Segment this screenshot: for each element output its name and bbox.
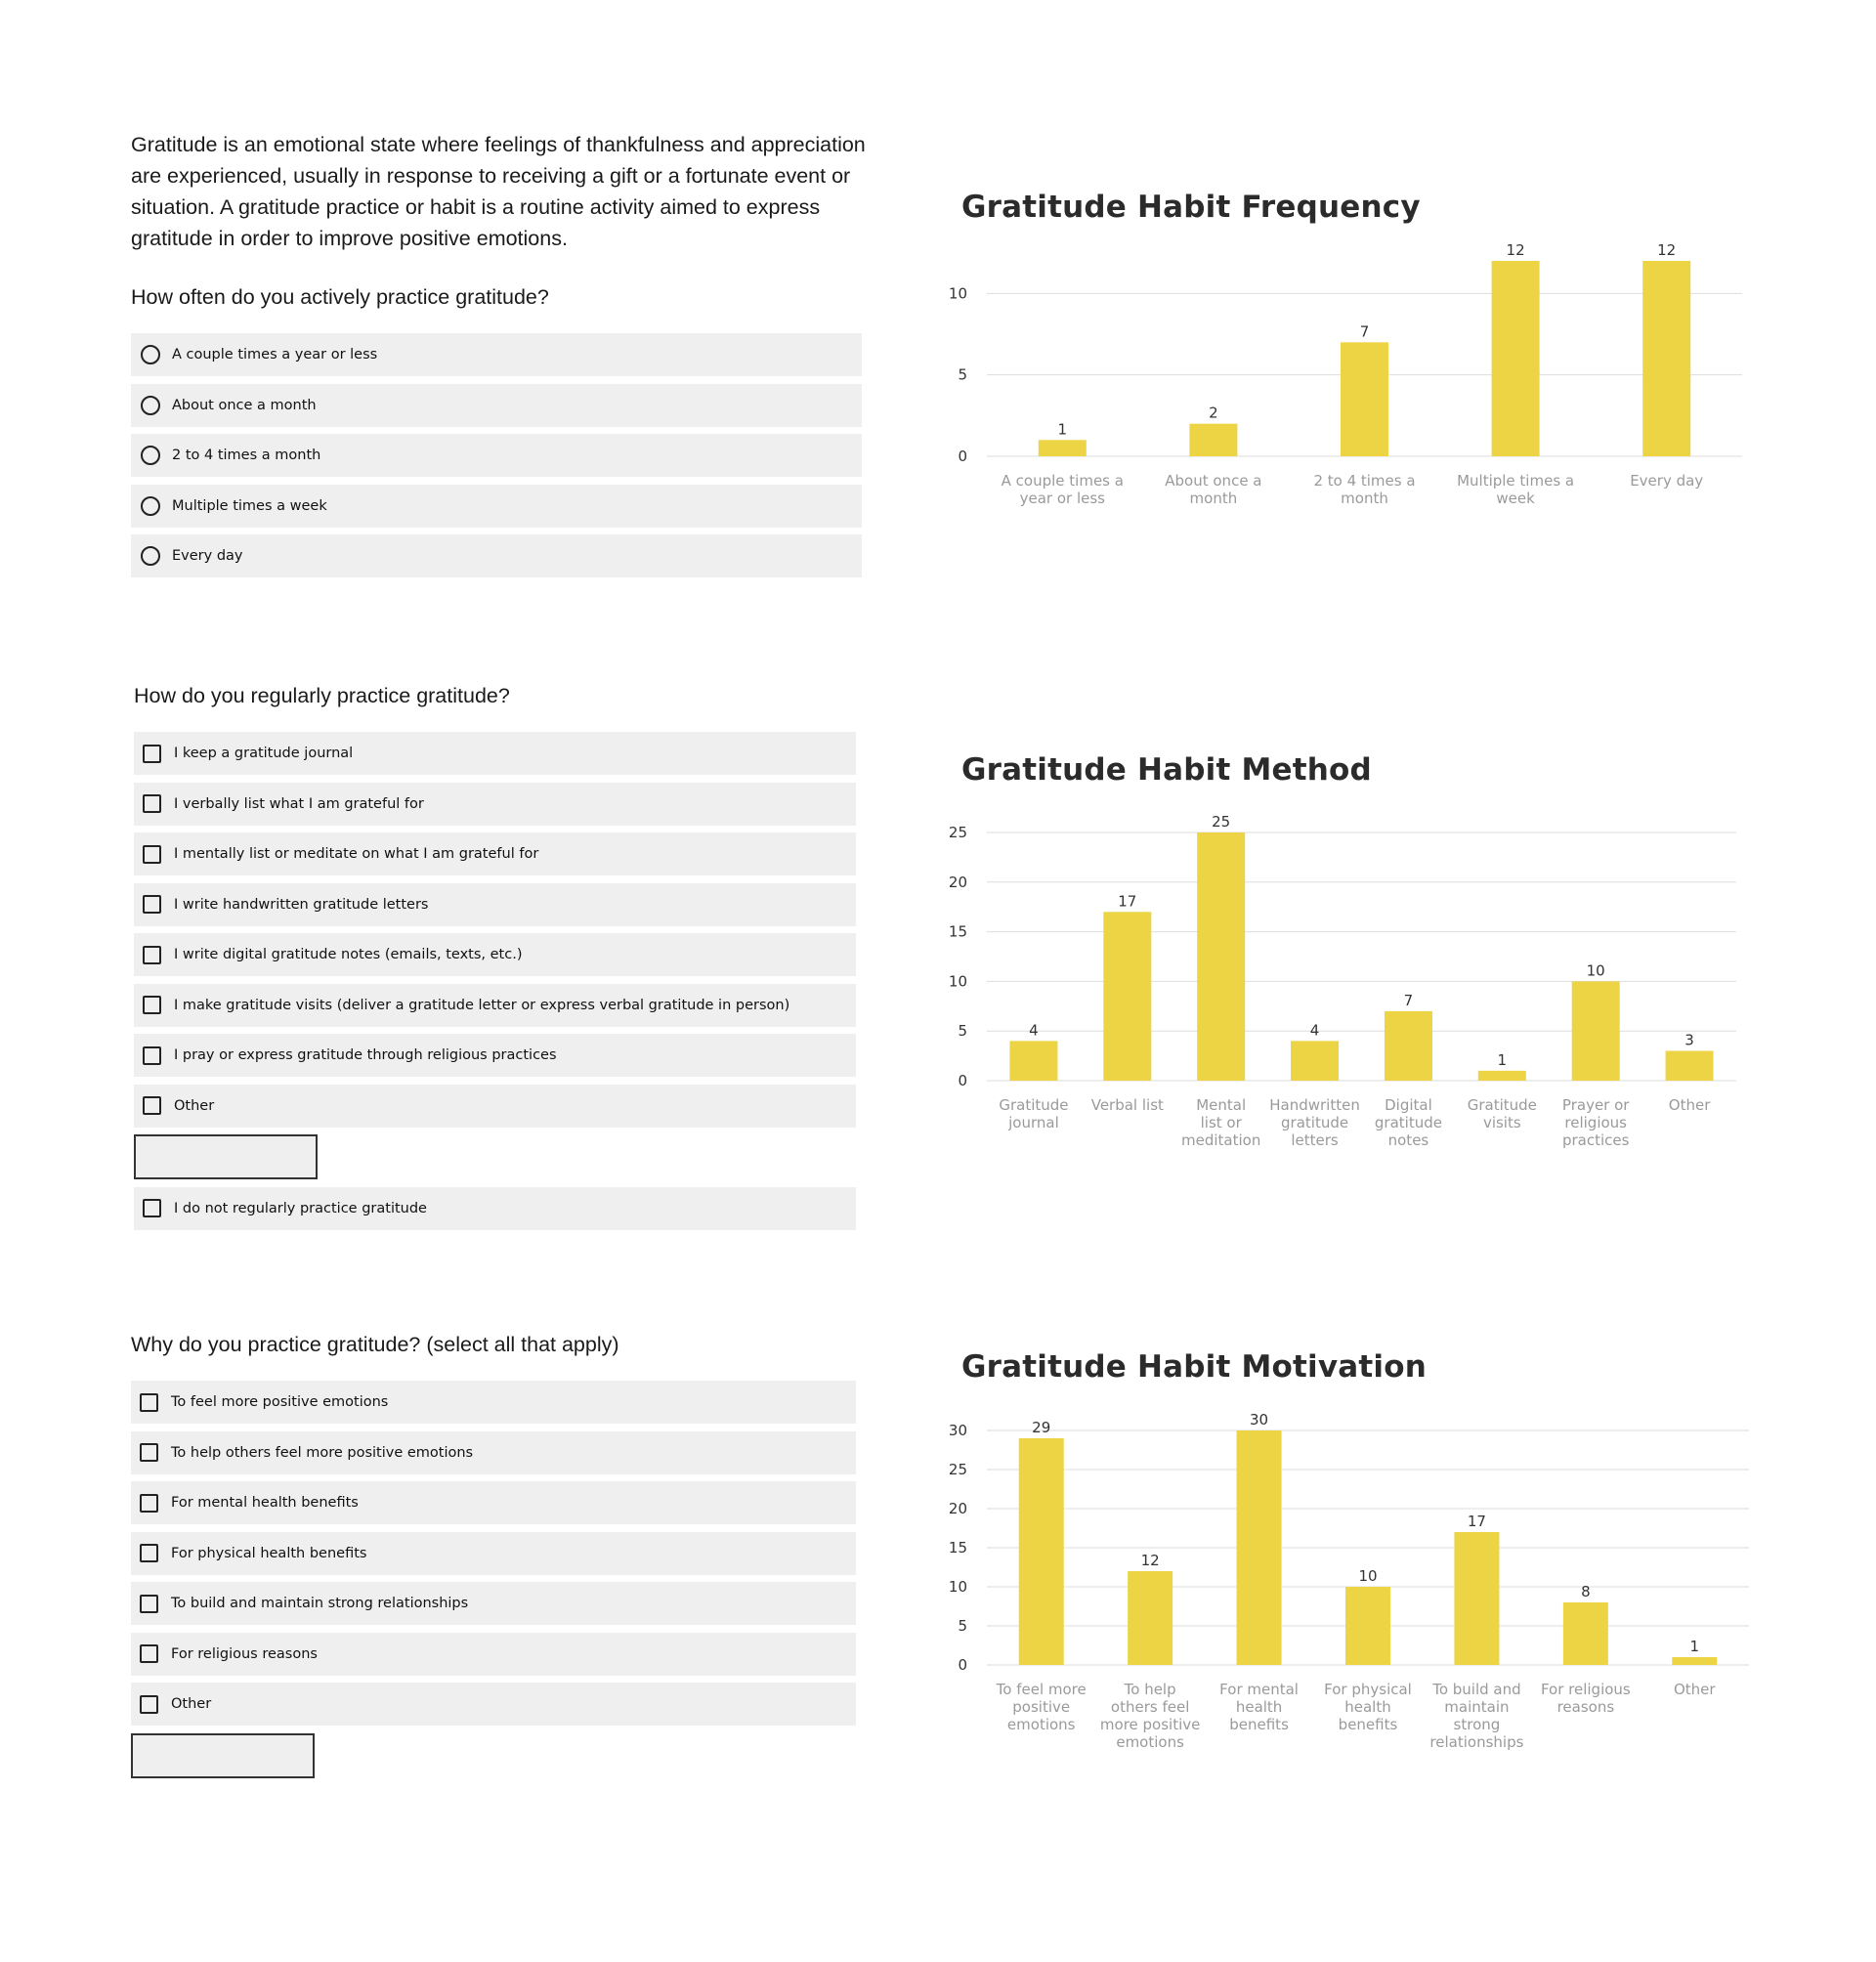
bar: [1039, 440, 1087, 456]
x-tick-label: Other: [1668, 1096, 1711, 1114]
bar: [1345, 1587, 1390, 1665]
method-option[interactable]: [134, 783, 856, 826]
x-tick-label: A couple times a year or less: [1001, 472, 1124, 507]
radio-button[interactable]: [141, 446, 160, 465]
data-label: 8: [1581, 1583, 1591, 1600]
option-label: I keep a gratitude journal: [174, 746, 354, 761]
data-label: 7: [1359, 322, 1370, 341]
bar: [1454, 1532, 1499, 1665]
x-tick-label: Multiple times a week: [1457, 472, 1575, 507]
option-label: I mentally list or meditate on what I am grateful for: [174, 846, 539, 862]
checkbox[interactable]: [143, 946, 161, 964]
frequency-option[interactable]: [131, 333, 862, 376]
frequency-option[interactable]: [131, 485, 862, 528]
question-motivation: Why do you practice gratitude? (select all that apply): [131, 1333, 619, 1356]
bar: [1103, 912, 1151, 1081]
bar: [1572, 981, 1620, 1081]
x-tick-label: For religious reasons: [1540, 1681, 1631, 1716]
bar: [1666, 1051, 1714, 1081]
frequency-options: [131, 333, 862, 585]
x-tick-label: To feel more positive emotions: [996, 1681, 1087, 1733]
y-tick-label: 20: [948, 873, 967, 891]
option-label: I do not regularly practice gratitude: [174, 1200, 427, 1216]
checkbox[interactable]: [140, 1544, 158, 1562]
checkbox[interactable]: [143, 794, 161, 813]
y-tick-label: 15: [948, 1539, 967, 1557]
data-label: 17: [1118, 892, 1137, 911]
method-option[interactable]: [134, 1034, 856, 1077]
method-option-other[interactable]: [134, 1085, 856, 1128]
checkbox[interactable]: [143, 895, 161, 914]
method-option[interactable]: [134, 883, 856, 926]
question-method: How do you regularly practice gratitude?: [134, 684, 510, 707]
y-tick-label: 10: [948, 284, 967, 303]
method-option[interactable]: [134, 933, 856, 976]
y-tick-label: 10: [948, 1578, 967, 1596]
checkbox[interactable]: [143, 745, 161, 763]
motivation-option[interactable]: [131, 1532, 856, 1575]
option-label: Other: [174, 1097, 215, 1114]
option-label: I write digital gratitude notes (emails, texts, etc.): [174, 947, 523, 962]
data-label: 12: [1506, 241, 1525, 259]
method-option[interactable]: [134, 732, 856, 775]
checkbox[interactable]: [143, 1199, 161, 1217]
data-label: 1: [1497, 1050, 1508, 1069]
checkbox[interactable]: [143, 845, 161, 864]
checkbox[interactable]: [140, 1595, 158, 1613]
data-label: 4: [1309, 1021, 1320, 1040]
bar: [1341, 342, 1388, 456]
checkbox[interactable]: [140, 1494, 158, 1513]
data-label: 17: [1467, 1513, 1486, 1530]
chart-title-frequency: Gratitude Habit Frequency: [961, 190, 1421, 225]
y-tick-label: 5: [958, 1022, 967, 1041]
x-tick-label: Digital gratitude notes: [1374, 1096, 1442, 1149]
option-label: To feel more positive emotions: [171, 1394, 389, 1410]
x-tick-label: Other: [1673, 1681, 1716, 1698]
x-tick-label: Verbal list: [1090, 1096, 1164, 1114]
motivation-options: [131, 1381, 856, 1785]
checkbox[interactable]: [140, 1695, 158, 1714]
motivation-option[interactable]: [131, 1381, 856, 1424]
option-label: I verbally list what I am grateful for: [174, 795, 424, 812]
chart-method: [938, 801, 1759, 1163]
option-label: To help others feel more positive emotions: [171, 1444, 474, 1461]
bar: [1672, 1657, 1717, 1665]
x-tick-label: About once a month: [1165, 472, 1262, 507]
y-tick-label: 5: [958, 1617, 967, 1635]
bar: [1385, 1011, 1432, 1081]
x-tick-label: For physical health benefits: [1324, 1681, 1412, 1733]
chart-frequency: [938, 235, 1759, 528]
chart-title-method: Gratitude Habit Method: [961, 752, 1372, 788]
method-options: [134, 732, 856, 1237]
data-label: 1: [1057, 420, 1068, 439]
frequency-option[interactable]: [131, 434, 862, 477]
option-label: For physical health benefits: [171, 1545, 367, 1561]
data-label: 3: [1684, 1031, 1694, 1049]
checkbox[interactable]: [143, 1096, 161, 1115]
option-label: I make gratitude visits (deliver a gratitude letter or express verbal gratitude in person): [174, 997, 790, 1013]
checkbox[interactable]: [140, 1644, 158, 1663]
method-option[interactable]: [134, 984, 856, 1027]
frequency-option[interactable]: [131, 384, 862, 427]
x-tick-label: 2 to 4 times a month: [1313, 472, 1416, 507]
radio-button[interactable]: [141, 345, 160, 364]
motivation-option[interactable]: [131, 1431, 856, 1474]
motivation-option-other[interactable]: [131, 1683, 856, 1726]
option-label: Every day: [172, 548, 243, 564]
data-label: 1: [1689, 1638, 1700, 1655]
bar: [1478, 1071, 1526, 1081]
checkbox[interactable]: [143, 1046, 161, 1065]
x-tick-label: Gratitude journal: [999, 1096, 1069, 1131]
intro-paragraph: Gratitude is an emotional state where feelings of thankfulness and appreciation are experienced, usually in response to receiving a gift or a fortunate event or situation. A gratitude practice or habit is a routine activity aimed to express gratitude in order to improve positive emotions.: [131, 133, 866, 250]
data-label: 25: [1212, 813, 1231, 831]
option-label: For mental health benefits: [171, 1495, 359, 1511]
option-label: Other: [171, 1696, 212, 1712]
bar: [1563, 1602, 1608, 1665]
data-label: 7: [1403, 991, 1414, 1009]
y-tick-label: 0: [958, 448, 967, 465]
option-label: About once a month: [172, 397, 317, 413]
y-tick-label: 0: [958, 1656, 967, 1674]
motivation-option[interactable]: [131, 1582, 856, 1625]
x-tick-label: For mental health benefits: [1219, 1681, 1299, 1733]
y-tick-label: 25: [948, 1461, 967, 1478]
checkbox[interactable]: [140, 1393, 158, 1412]
x-tick-label: Every day: [1630, 472, 1704, 490]
x-tick-label: Handwritten gratitude letters: [1269, 1096, 1360, 1149]
checkbox[interactable]: [143, 996, 161, 1014]
motivation-option[interactable]: [131, 1633, 856, 1676]
x-tick-label: Mental list or meditation: [1181, 1096, 1261, 1149]
x-tick-label: Gratitude visits: [1467, 1096, 1537, 1131]
checkbox[interactable]: [140, 1443, 158, 1462]
y-tick-label: 0: [958, 1072, 967, 1089]
x-tick-label: To build and maintain strong relationships: [1429, 1681, 1524, 1751]
frequency-option[interactable]: [131, 534, 862, 577]
x-tick-label: To help others feel more positive emotions: [1099, 1681, 1201, 1751]
data-label: 29: [1032, 1419, 1051, 1436]
data-label: 4: [1029, 1021, 1039, 1040]
radio-button[interactable]: [141, 396, 160, 415]
y-tick-label: 30: [948, 1422, 967, 1439]
motivation-other-input[interactable]: [131, 1733, 315, 1778]
option-label: To build and maintain strong relationships: [171, 1596, 469, 1611]
radio-button[interactable]: [141, 496, 160, 516]
option-label: A couple times a year or less: [172, 347, 378, 363]
bar: [1291, 1041, 1339, 1081]
y-tick-label: 5: [958, 365, 967, 384]
method-other-input[interactable]: [134, 1134, 318, 1179]
data-label: 12: [1140, 1552, 1160, 1569]
bar: [1128, 1571, 1172, 1665]
option-label: 2 to 4 times a month: [172, 448, 321, 463]
option-label: Multiple times a week: [172, 497, 327, 514]
data-label: 10: [1358, 1567, 1378, 1585]
data-label: 10: [1586, 961, 1605, 980]
bar: [1019, 1438, 1064, 1665]
data-label: 2: [1209, 404, 1218, 422]
option-label: I pray or express gratitude through religious practices: [174, 1047, 557, 1063]
bar: [1642, 261, 1690, 456]
method-option[interactable]: [134, 832, 856, 875]
bar: [1189, 424, 1237, 456]
data-label: 12: [1657, 241, 1677, 259]
chart-title-motivation: Gratitude Habit Motivation: [961, 1349, 1428, 1385]
method-option-none[interactable]: [134, 1187, 856, 1230]
option-label: For religious reasons: [171, 1645, 318, 1662]
bar: [1492, 261, 1540, 456]
motivation-option[interactable]: [131, 1481, 856, 1524]
data-label: 30: [1250, 1411, 1269, 1429]
bar: [1197, 832, 1245, 1081]
bar: [1009, 1041, 1057, 1081]
radio-button[interactable]: [141, 546, 160, 566]
question-frequency: How often do you actively practice gratitude?: [131, 285, 549, 309]
x-tick-label: Prayer or religious practices: [1561, 1096, 1630, 1149]
option-label: I write handwritten gratitude letters: [174, 896, 429, 913]
y-tick-label: 25: [948, 824, 967, 841]
y-tick-label: 15: [948, 922, 967, 941]
bar: [1237, 1430, 1282, 1665]
chart-motivation: [938, 1397, 1759, 1759]
y-tick-label: 10: [948, 972, 967, 991]
y-tick-label: 20: [948, 1500, 967, 1517]
